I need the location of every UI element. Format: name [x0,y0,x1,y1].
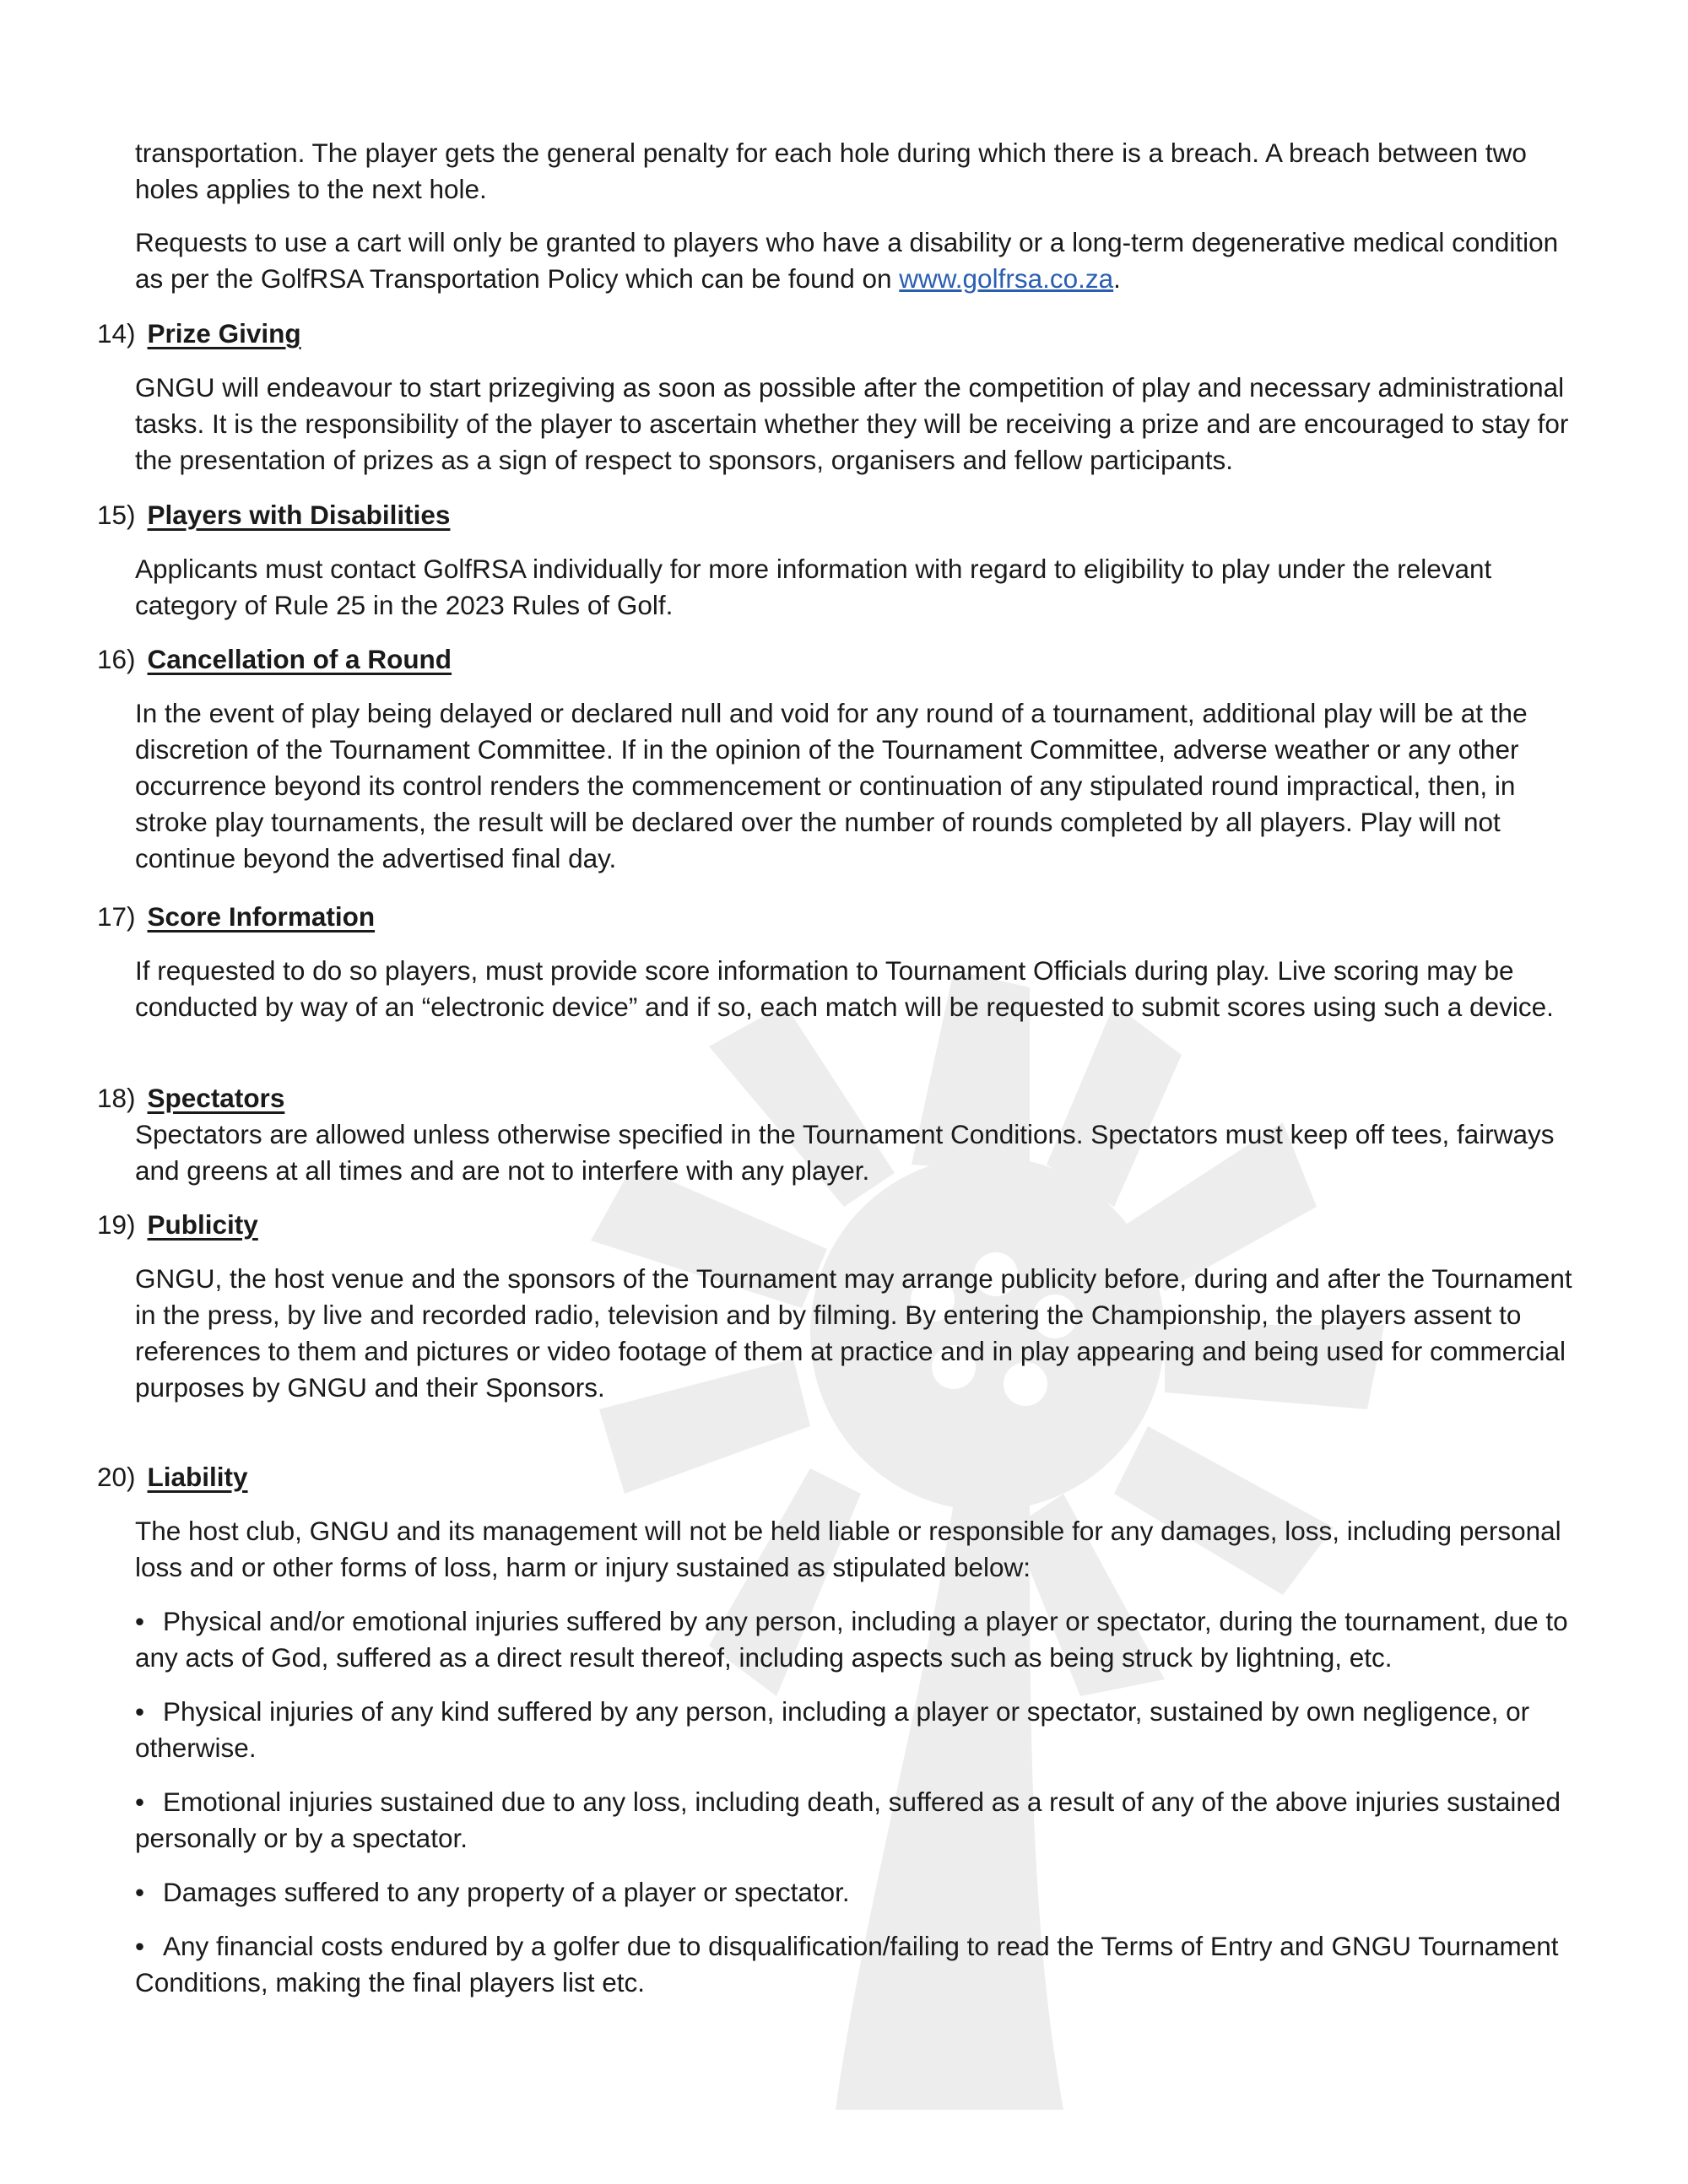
section-body-liability: The host club, GNGU and its management will not be held liable or responsible for any damages, loss, including personal loss and or other forms of loss, harm or injury sustained as stipulated below: [135,1516,1561,1582]
section-number: 15) [97,500,136,530]
section-title: Publicity [147,1209,258,1240]
section-body-cancellation-of-a-round: In the event of play being delayed or declared null and void for any round of a tournament, additional play will be at the discretion of the Tournament Committee. If in the opinion of the Tournament Committee, adverse weather or any other occurrence beyond its control renders the commencement or continuation of any stipulated round impractical, then, in stroke play tournaments, the result will be declared over the number of rounds completed by all players. Play will not continue beyond the advertised final day. [135,698,1528,873]
list-item [135,1694,1587,1766]
list-item [135,1603,1587,1676]
list-item [135,1874,1587,1911]
section-body-score-information: If requested to do so players, must provide score information to Tournament Officials during play. Live scoring may be conducted by way of an “electronic device” and if so, each match will be requested to submit scores using such a device. [135,955,1554,1022]
intro-paragraph-1: transportation. The player gets the general penalty for each hole during which there is a breach. A breach between two holes applies to the next hole. [135,138,1527,204]
section-number: 14) [97,318,136,349]
section-heading-players-with-disabilities [97,497,450,533]
list-item-text: Physical and/or emotional injuries suffered by any person, including a player or spectator, during the tournament, due to any acts of God, suffered as a direct result thereof, including aspects such as being struck by lightning, etc. [135,1606,1568,1673]
section-title: Liability [147,1462,248,1492]
list-item-text: Damages suffered to any property of a player or spectator. [163,1877,850,1907]
intro-link-after: . [1113,263,1121,294]
section-heading-prize-giving [97,316,301,352]
list-item [135,1784,1587,1857]
bullet-icon: • [135,1606,145,1636]
bullet-icon: • [135,1931,145,1961]
section-heading-cancellation-of-a-round [97,641,452,678]
section-body-spectators: Spectators are allowed unless otherwise specified in the Tournament Conditions. Spectators must keep off tees, fairways and greens at all times and are not to interfere with any player. [135,1119,1555,1186]
list-item-text: Any financial costs endured by a golfer due to disqualification/failing to read the Terms of Entry and GNGU Tournament Conditions, making the final players list etc. [135,1931,1559,1997]
bullet-icon: • [135,1877,145,1907]
section-body-players-with-disabilities: Applicants must contact GolfRSA individually for more information with regard to eligibility to play under the relevant category of Rule 25 in the 2023 Rules of Golf. [135,554,1492,620]
section-title: Players with Disabilities [147,500,451,530]
section-heading-liability [97,1459,248,1495]
section-heading-publicity [97,1207,258,1243]
list-item-text: Emotional injuries sustained due to any loss, including death, suffered as a result of any of the above injuries sustained personally or by a spectator. [135,1787,1561,1853]
section-title: Cancellation of a Round [147,644,452,674]
section-number: 20) [97,1462,136,1492]
section-heading-score-information [97,899,375,935]
section-number: 18) [97,1083,136,1113]
intro-text: Requests to use a cart will only be granted to players who have a disability or a long-term degenerative medical condition as per the GolfRSA Transportation Policy which can be found on [135,227,1559,294]
section-body-publicity: GNGU, the host venue and the sponsors of the Tournament may arrange publicity before, during and after the Tournament in the press, by live and recorded radio, television and by filming. By entering the Championship, the players assent to references to them and pictures or video footage of them at practice and in play appearing and being used for commercial purposes by GNGU and their Sponsors. [135,1263,1572,1403]
bullet-icon: • [135,1787,145,1817]
section-title: Prize Giving [147,318,301,349]
list-item-text: Physical injuries of any kind suffered by any person, including a player or spectator, sustained by own negligence, or otherwise. [135,1696,1530,1763]
golfrsa-link[interactable]: www.golfrsa.co.za [899,263,1114,294]
section-title: Score Information [147,901,376,932]
section-number: 16) [97,644,136,674]
section-number: 19) [97,1209,136,1240]
list-item [135,1928,1587,2001]
intro-paragraph-2 [135,224,1587,297]
section-number: 17) [97,901,136,932]
section-body-prize-giving: GNGU will endeavour to start prizegiving as soon as possible after the competition of play and necessary administrational tasks. It is the responsibility of the player to ascertain whether they will be receiving a prize and are encouraged to stay for the presentation of prizes as a sign of respect to sponsors, organisers and fellow participants. [135,372,1569,475]
bullet-icon: • [135,1696,145,1727]
section-title: Spectators [147,1083,285,1113]
section-heading-spectators [97,1080,284,1116]
